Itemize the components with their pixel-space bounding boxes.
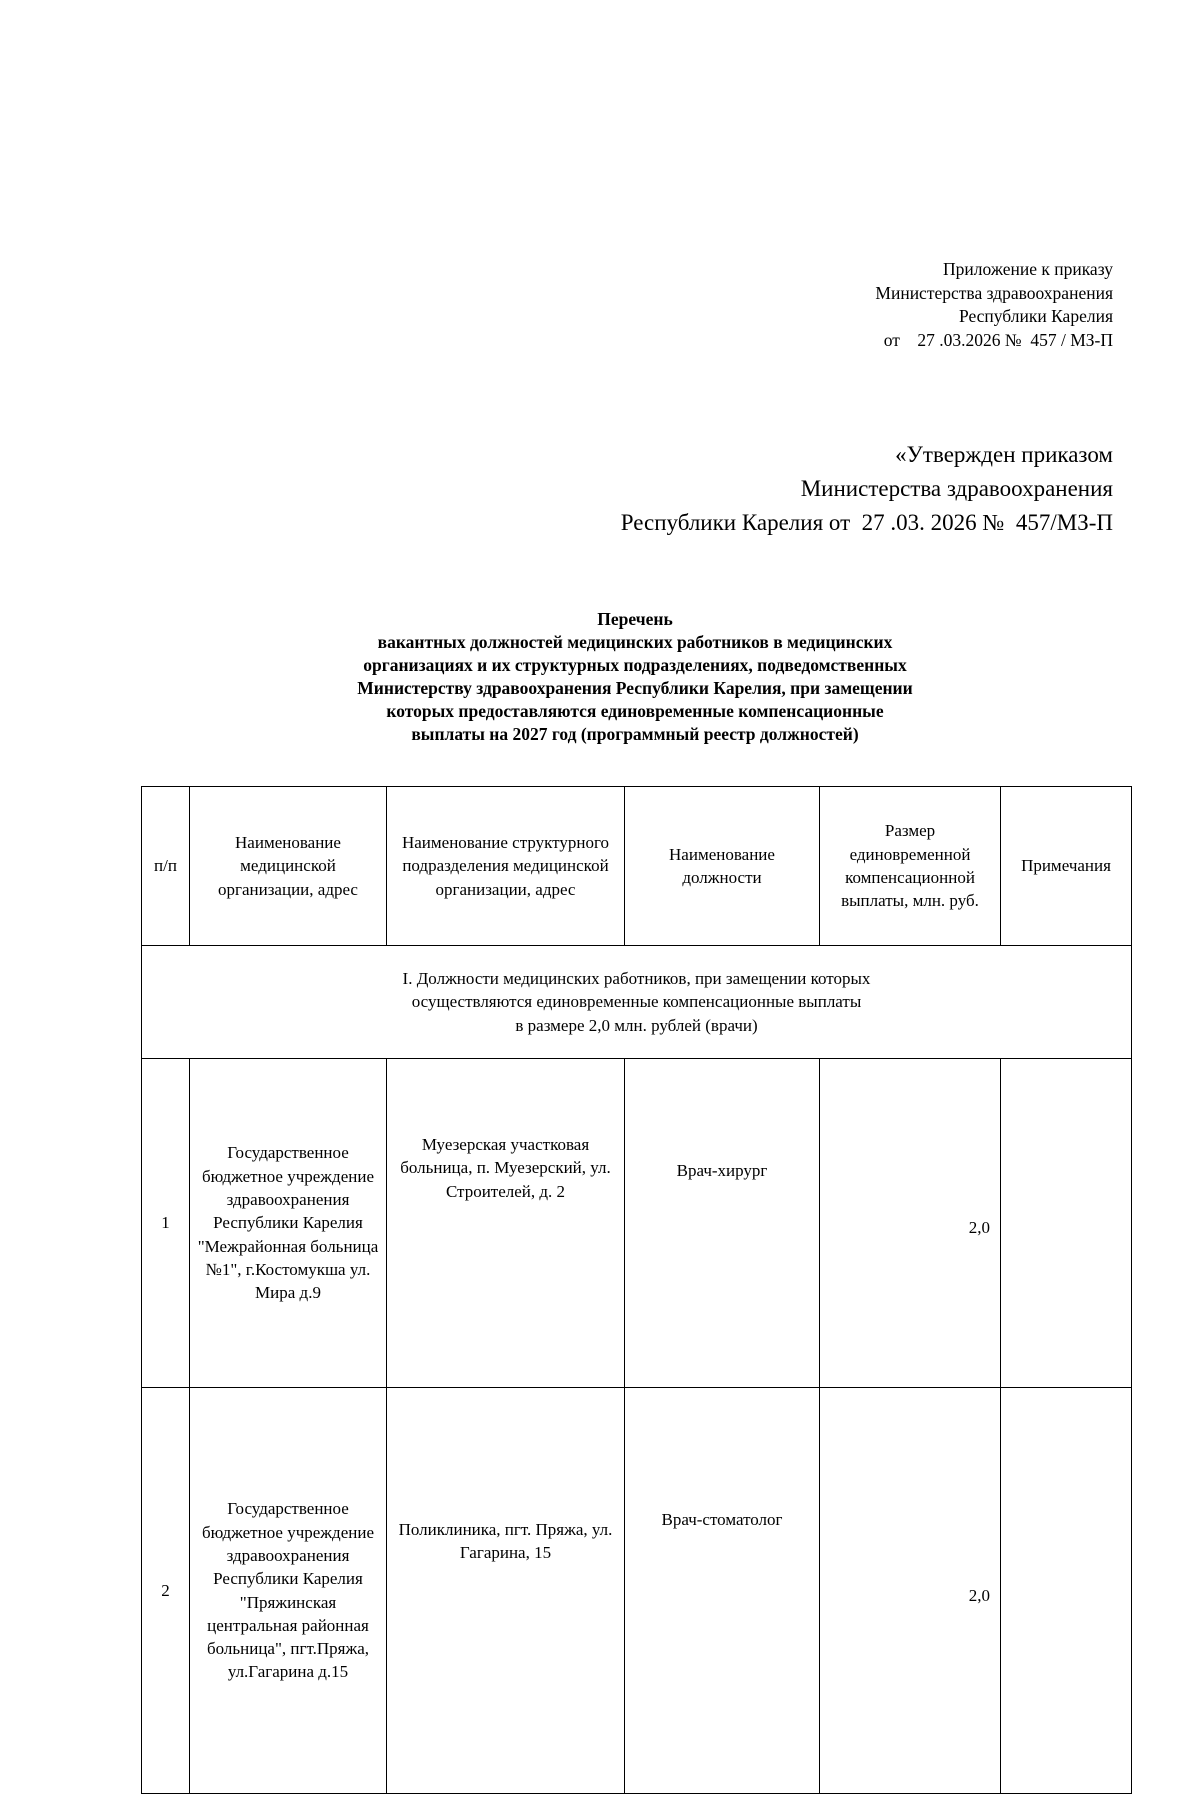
header-amount: Размер единовременной компенсационной выплаты, млн. руб. bbox=[820, 787, 1001, 946]
header-org: Наименование медицинской организации, адрес bbox=[190, 787, 387, 946]
title-line: Перечень bbox=[597, 609, 673, 629]
cell-dept: Муезерская участковая больница, п. Муезерский, ул. Строителей, д. 2 bbox=[387, 1059, 625, 1388]
cell-notes bbox=[1001, 1059, 1132, 1388]
title-line: которых предоставляются единовременные компенсационные bbox=[386, 701, 884, 721]
cell-amount: 2,0 bbox=[820, 1059, 1001, 1388]
document-title bbox=[0, 608, 1200, 746]
header-notes: Примечания bbox=[1001, 787, 1132, 946]
header-num: п/п bbox=[142, 787, 190, 946]
title-line: Министерству здравоохранения Республики Карелия, при замещении bbox=[357, 678, 913, 698]
approval-block bbox=[621, 438, 1113, 540]
appendix-block bbox=[875, 258, 1113, 352]
cell-dept: Поликлиника, пгт. Пряжа, ул. Гагарина, 15 bbox=[387, 1388, 625, 1794]
approval-date-line: Республики Карелия от 27 .03. 2026 № 457/МЗ-П bbox=[620, 510, 1113, 535]
appendix-line: Республики Карелия bbox=[958, 306, 1113, 326]
cell-notes bbox=[1001, 1388, 1132, 1794]
cell-org: Государственное бюджетное учреждение здравоохранения Республики Карелия "Межрайонная больница №1", г.Костомукша ул. Мира д.9 bbox=[190, 1059, 387, 1388]
table-row bbox=[142, 1059, 1132, 1388]
cell-amount: 2,0 bbox=[820, 1388, 1001, 1794]
header-position: Наименование должности bbox=[625, 787, 820, 946]
section-line: I. Должности медицинских работников, при замещении которых bbox=[402, 969, 871, 989]
cell-num: 2 bbox=[142, 1388, 190, 1794]
registry-table bbox=[141, 786, 1132, 1794]
table-header-row bbox=[142, 787, 1132, 946]
approval-line: «Утвержден приказом bbox=[895, 442, 1113, 467]
cell-org: Государственное бюджетное учреждение здравоохранения Республики Карелия "Пряжинская центральная районная больница", пгт.Пряжа, ул.Гагарина д.15 bbox=[190, 1388, 387, 1794]
appendix-line: Приложение к приказу bbox=[943, 259, 1113, 279]
table-row bbox=[142, 1388, 1132, 1794]
cell-position: Врач-стоматолог bbox=[625, 1388, 820, 1794]
appendix-line: Министерства здравоохранения bbox=[875, 282, 1113, 303]
title-line: вакантных должностей медицинских работников в медицинских bbox=[377, 632, 893, 652]
section-line: осуществляются единовременные компенсационные выплаты bbox=[411, 992, 862, 1012]
section-cell bbox=[142, 946, 1132, 1059]
title-line: организациях и их структурных подразделениях, подведомственных bbox=[363, 655, 907, 675]
appendix-date-line: от 27 .03.2026 № 457 / МЗ-П bbox=[883, 329, 1113, 350]
section-row bbox=[142, 946, 1132, 1059]
approval-line: Министерства здравоохранения bbox=[800, 476, 1113, 501]
cell-position: Врач-хирург bbox=[625, 1059, 820, 1388]
section-line: в размере 2,0 млн. рублей (врачи) bbox=[515, 1015, 758, 1035]
header-dept: Наименование структурного подразделения медицинской организации, адрес bbox=[387, 787, 625, 946]
title-line: выплаты на 2027 год (программный реестр должностей) bbox=[411, 724, 859, 744]
cell-num: 1 bbox=[142, 1059, 190, 1388]
